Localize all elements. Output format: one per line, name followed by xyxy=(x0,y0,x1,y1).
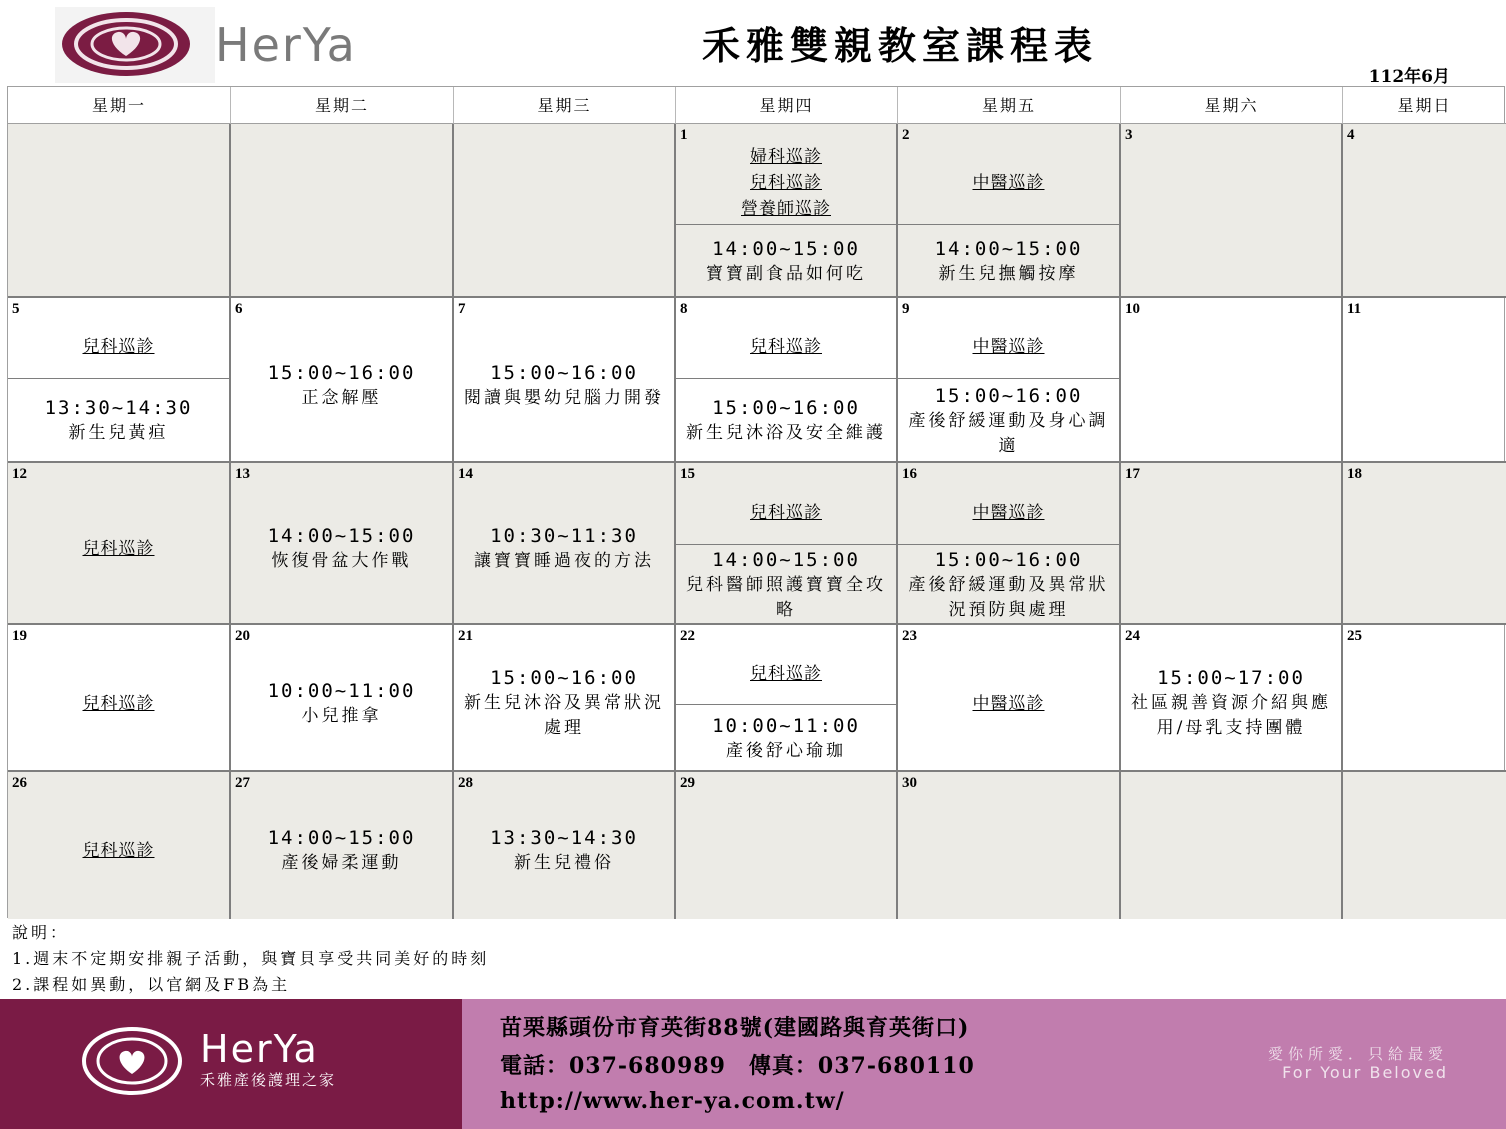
class-block xyxy=(898,224,1119,298)
calendar-day-cell xyxy=(1343,772,1506,919)
class-block xyxy=(8,378,229,463)
day-number: 6 xyxy=(235,301,243,317)
class-block xyxy=(454,298,674,463)
class-block xyxy=(898,544,1119,625)
clinic-visit-link[interactable]: 兒科巡診 xyxy=(750,173,822,193)
class-topic: 兒科醫師照護寶寶全攻略 xyxy=(686,574,886,620)
class-block xyxy=(454,772,674,919)
calendar-day-cell xyxy=(898,772,1121,919)
calendar-day-cell xyxy=(1121,463,1343,625)
class-block xyxy=(454,463,674,625)
class-block xyxy=(676,224,896,298)
calendar-day-cell xyxy=(454,124,676,298)
class-time: 14:00~15:00 xyxy=(267,525,416,547)
clinic-visit-link[interactable]: 營養師巡診 xyxy=(741,199,831,219)
calendar-day-cell xyxy=(676,772,898,919)
clinic-visit-block xyxy=(676,124,896,224)
clinic-visit-block xyxy=(676,298,896,378)
clinic-visit-block xyxy=(8,298,229,378)
day-number: 1 xyxy=(680,127,688,143)
calendar-day-cell xyxy=(231,463,454,625)
day-number: 16 xyxy=(902,466,917,482)
class-topic: 恢復骨盆大作戰 xyxy=(271,551,412,571)
notes-item: 1.週末不定期安排親子活動，與寶貝享受共同美好的時刻 xyxy=(12,949,490,968)
day-number: 7 xyxy=(458,301,466,317)
class-block xyxy=(231,463,452,625)
day-number: 3 xyxy=(1125,127,1133,143)
class-topic: 小兒推拿 xyxy=(301,705,382,726)
footer-logo-subtitle: 禾雅產後護理之家 xyxy=(200,1071,337,1089)
class-time: 14:00~15:00 xyxy=(267,826,416,849)
day-number: 5 xyxy=(12,301,20,317)
class-time: 10:00~11:00 xyxy=(712,714,860,737)
clinic-visit-block xyxy=(676,463,896,544)
day-number: 20 xyxy=(235,628,250,644)
day-number: 24 xyxy=(1125,628,1140,644)
notes-item: 2.課程如異動，以官網及FB為主 xyxy=(12,975,291,994)
footer-website-link[interactable]: http://www.her-ya.com.tw/ xyxy=(500,1088,845,1114)
day-number: 17 xyxy=(1125,466,1140,482)
class-block xyxy=(454,625,674,772)
calendar-day-cell xyxy=(898,625,1121,772)
calendar-day-cell xyxy=(1343,625,1506,772)
class-topic: 產後婦柔運動 xyxy=(281,852,402,873)
calendar-day-cell xyxy=(1121,625,1343,772)
day-number: 11 xyxy=(1347,301,1362,317)
clinic-visit-block xyxy=(898,124,1119,224)
class-topic: 寶寶副食品如何吃 xyxy=(706,263,866,284)
class-topic: 產後舒緩運動及身心調適 xyxy=(908,410,1109,456)
calendar-day-cell xyxy=(676,124,898,298)
clinic-visit-link[interactable]: 兒科巡診 xyxy=(750,502,822,523)
calendar-day-cell xyxy=(231,298,454,463)
clinic-visit-block xyxy=(8,772,229,919)
class-topic: 正念解壓 xyxy=(301,387,382,408)
day-number: 15 xyxy=(680,466,695,482)
class-topic: 新生兒沐浴及安全維護 xyxy=(686,423,886,443)
class-time: 15:00~16:00 xyxy=(934,548,1083,571)
class-time: 10:00~11:00 xyxy=(267,679,416,702)
class-time: 13:30~14:30 xyxy=(44,397,193,419)
rose-swirl-logo-icon xyxy=(82,1026,182,1096)
schedule-month: 112年6月 xyxy=(1368,67,1450,87)
day-number: 4 xyxy=(1347,127,1355,143)
calendar-day-cell xyxy=(1343,298,1506,463)
class-time: 15:00~16:00 xyxy=(490,361,638,384)
calendar-day-cell xyxy=(1343,463,1506,625)
rose-swirl-logo-icon xyxy=(58,8,198,78)
class-time: 10:30~11:30 xyxy=(490,525,638,547)
clinic-visit-block xyxy=(8,463,229,625)
clinic-visit-block xyxy=(676,625,896,704)
calendar-day-cell xyxy=(8,772,231,919)
day-number: 27 xyxy=(235,775,250,791)
calendar-day-cell xyxy=(1121,772,1343,919)
footer-address: 苗栗縣頭份市育英街88號(建國路與育英街口) xyxy=(500,1015,970,1041)
clinic-visit-link[interactable]: 兒科巡診 xyxy=(82,840,155,861)
clinic-visit-link[interactable]: 兒科巡診 xyxy=(82,337,155,357)
class-topic: 產後舒心瑜珈 xyxy=(726,740,846,761)
class-topic: 新生兒黃疸 xyxy=(68,423,169,443)
calendar-day-cell xyxy=(676,463,898,625)
footer-contact-panel xyxy=(462,999,1506,1129)
course-calendar xyxy=(7,86,1505,918)
day-number: 25 xyxy=(1347,628,1362,644)
footer-banner xyxy=(0,999,1506,1129)
clinic-visit-block xyxy=(898,298,1119,378)
class-topic: 新生兒沐浴及異常狀況處理 xyxy=(464,693,664,738)
calendar-day-cell xyxy=(898,298,1121,463)
class-block xyxy=(231,298,452,463)
day-number: 12 xyxy=(12,466,27,482)
calendar-day-cell xyxy=(231,625,454,772)
notes-section xyxy=(12,920,489,998)
calendar-day-cell xyxy=(454,772,676,919)
day-number: 19 xyxy=(12,628,27,644)
day-number: 10 xyxy=(1125,301,1140,317)
day-number: 13 xyxy=(235,466,250,482)
calendar-day-cell xyxy=(454,298,676,463)
class-topic: 新生兒撫觸按摩 xyxy=(938,263,1079,284)
footer-slogan: 愛你所愛．只給最愛 xyxy=(1267,1045,1448,1063)
day-number: 2 xyxy=(902,127,910,143)
clinic-visit-link[interactable]: 兒科巡診 xyxy=(82,693,155,714)
class-time: 15:00~16:00 xyxy=(490,667,638,689)
calendar-day-cell xyxy=(676,625,898,772)
weekday-header: 星期一 xyxy=(8,87,231,124)
clinic-visit-link[interactable]: 婦科巡診 xyxy=(750,147,822,167)
clinic-visit-link[interactable]: 中醫巡診 xyxy=(972,173,1045,193)
calendar-day-cell xyxy=(8,463,231,625)
class-block xyxy=(231,625,452,772)
footer-slogan-en: For Your Beloved xyxy=(1282,1063,1448,1082)
weekday-header: 星期二 xyxy=(231,87,454,124)
calendar-day-cell xyxy=(8,124,231,298)
clinic-visit-link[interactable]: 中醫巡診 xyxy=(972,337,1045,357)
calendar-day-cell xyxy=(1121,298,1343,463)
weekday-header: 星期三 xyxy=(454,87,676,124)
weekday-header: 星期四 xyxy=(676,87,898,124)
day-number: 30 xyxy=(902,775,917,791)
footer-brand-panel xyxy=(0,999,462,1129)
class-time: 13:30~14:30 xyxy=(490,826,638,849)
calendar-day-cell xyxy=(1121,124,1343,298)
day-number: 21 xyxy=(458,628,473,644)
clinic-visit-link[interactable]: 兒科巡診 xyxy=(82,539,155,559)
day-number: 18 xyxy=(1347,466,1362,482)
clinic-visit-block xyxy=(8,625,229,772)
calendar-day-cell xyxy=(898,463,1121,625)
class-time: 15:00~16:00 xyxy=(267,361,416,384)
class-topic: 社區親善資源介紹與應用/母乳支持團體 xyxy=(1131,693,1331,738)
calendar-day-cell xyxy=(231,124,454,298)
day-number: 14 xyxy=(458,466,473,482)
notes-heading: 說明： xyxy=(12,923,70,942)
class-time: 15:00~16:00 xyxy=(934,384,1083,407)
calendar-day-cell xyxy=(231,772,454,919)
day-number: 22 xyxy=(680,628,695,644)
calendar-day-cell xyxy=(454,463,676,625)
header-logo-text: HerYa xyxy=(215,18,357,72)
clinic-visit-block xyxy=(898,463,1119,544)
weekday-header: 星期六 xyxy=(1121,87,1343,124)
clinic-visit-block xyxy=(898,625,1119,772)
class-time: 14:00~15:00 xyxy=(712,548,860,571)
class-topic: 讓寶寶睡過夜的方法 xyxy=(474,551,654,571)
class-block xyxy=(676,544,896,625)
class-time: 15:00~17:00 xyxy=(1157,667,1305,689)
day-number: 23 xyxy=(902,628,917,644)
class-topic: 產後舒緩運動及異常狀況預防與處理 xyxy=(908,574,1109,620)
footer-logo-text: HerYa xyxy=(200,1027,319,1071)
class-time: 14:00~15:00 xyxy=(934,237,1083,260)
page-title: 禾雅雙親教室課程表 xyxy=(701,23,1098,68)
class-block xyxy=(231,772,452,919)
calendar-day-cell xyxy=(8,298,231,463)
calendar-day-cell xyxy=(898,124,1121,298)
calendar-day-cell xyxy=(1343,124,1506,298)
day-number: 28 xyxy=(458,775,473,791)
class-time: 15:00~16:00 xyxy=(712,397,860,419)
day-number: 8 xyxy=(680,301,688,317)
class-block xyxy=(676,378,896,463)
calendar-day-cell xyxy=(8,625,231,772)
class-block xyxy=(1121,625,1341,772)
clinic-visit-link[interactable]: 中醫巡診 xyxy=(972,693,1045,714)
calendar-day-cell xyxy=(454,625,676,772)
class-topic: 新生兒禮俗 xyxy=(514,852,614,873)
weekday-header: 星期日 xyxy=(1343,87,1506,124)
clinic-visit-link[interactable]: 兒科巡診 xyxy=(750,663,822,684)
day-number: 26 xyxy=(12,775,27,791)
weekday-header: 星期五 xyxy=(898,87,1121,124)
day-number: 29 xyxy=(680,775,695,791)
class-time: 14:00~15:00 xyxy=(712,237,860,260)
class-topic: 閱讀與嬰幼兒腦力開發 xyxy=(464,387,664,408)
footer-phone-fax: 電話：037-680989 傳真：037-680110 xyxy=(500,1053,975,1079)
clinic-visit-link[interactable]: 兒科巡診 xyxy=(750,337,822,357)
day-number: 9 xyxy=(902,301,910,317)
class-block xyxy=(676,704,896,772)
calendar-day-cell xyxy=(676,298,898,463)
clinic-visit-link[interactable]: 中醫巡診 xyxy=(972,502,1045,523)
class-block xyxy=(898,378,1119,463)
